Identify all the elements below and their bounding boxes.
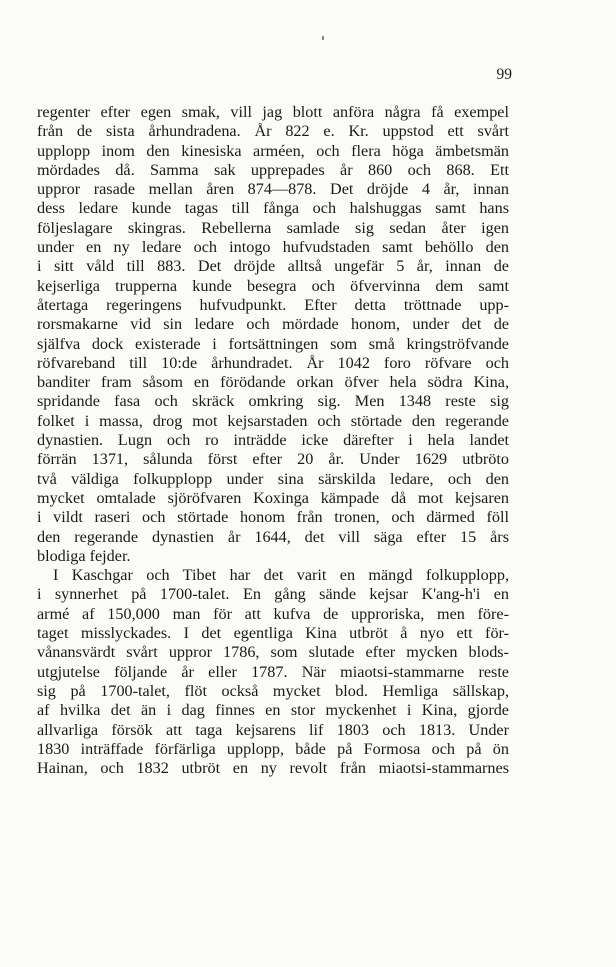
text-line: folket i massa, drog mot kejsarstaden och störtade den regerande [37,411,509,430]
text-line: af hvilka det än i dag finnes en stor myckenhet i Kina, gjorde [37,701,509,720]
text-line: allvarliga försök att taga kejsarens lif 1803 och 1813. Under [37,720,509,739]
text-line: i sitt våld till 883. Det dröjde alltså ungefär 5 år, innan de [37,257,509,276]
text-line: dynastien. Lugn och ro inträdde icke därefter i hela landet [37,431,509,450]
text-line: armé af 150,000 man för att kufva de upproriska, men före- [37,604,509,623]
text-line: två väldiga folkupplopp under sina särskilda ledare, och den [37,469,509,488]
text-line: upplopp inom den kinesiska arméen, och flera höga ämbetsmän [37,141,509,160]
text-line: vånansvärdt svårt uppror 1786, som slutade efter mycken blods- [37,643,509,662]
text-line: spridande fasa och skräck omkring sig. Men 1348 reste sig [37,392,509,411]
text-line: regenter efter egen smak, vill jag blott anföra några få exempel [37,103,509,121]
text-line: mycket omtalade sjöröfvaren Koxinga kämpade då mot kejsaren [37,488,509,507]
text-line: kejserliga trupperna kunde besegra och öfvervinna dem samt [37,276,509,295]
text-line: själfva dock existerade i fortsättningen som små kringströfvande [37,334,509,353]
text-line: rorsmakarne vid sin ledare och mördade honom, under det de [37,315,509,334]
text-line: 1830 inträffade förfärliga upplopp, både på Formosa och på ön [37,739,509,758]
text-line: I Kaschgar och Tibet har det varit en mängd folkupplopp, [53,566,509,585]
text-line: röfvareband till 10:de århundradet. År 1042 foro röfvare och [37,353,509,372]
text-line: taget misslyckades. I det egentliga Kina utbröt å nyo ett för- [37,624,509,643]
text-line: under en ny ledare och intogo hufvudstaden samt behöllo den [37,238,509,257]
text-line: återtaga regeringens hufvudpunkt. Efter detta tröttnade upp- [37,295,509,314]
text-line: förrän 1371, sålunda först efter 20 år. Under 1629 utbröto [37,450,509,469]
text-line: uppror rasade mellan åren 874—878. Det dröjde 4 år, innan [37,180,509,199]
text-line: dess ledare kunde tagas till fånga och halshuggas samt hans [37,199,509,218]
paper-speck [322,36,324,40]
text-line: följeslagare skingras. Rebellerna samlade sig sedan åter igen [37,218,509,237]
text-line: i synnerhet på 1700-talet. En gång sände kejsar K'ang-h'i en [37,585,509,604]
paragraph-2 [37,566,509,778]
text-line: från de sista århundradena. År 822 e. Kr. uppstod ett svårt [37,122,509,141]
text-line: mördades då. Samma sak upprepades år 860 och 868. Ett [37,160,509,179]
body-text [37,103,509,778]
page-number: 99 [496,66,512,83]
paragraph-1 [37,103,509,566]
text-line: den regerande dynastien år 1644, det vill säga efter 15 års [37,527,509,546]
text-line: blodiga fejder. [37,546,131,565]
text-line: utgjutelse följande år eller 1787. När miaotsi-stammarne reste [37,662,509,681]
text-line: i vildt raseri och störtade honom från tronen, och därmed föll [37,508,509,527]
text-line: Hainan, och 1832 utbröt en ny revolt från miaotsi-stammarnes [37,759,509,778]
text-line: sig på 1700-talet, flöt också mycket blod. Hemliga sällskap, [37,681,509,700]
text-line: banditer fram såsom en förödande orkan öfver hela södra Kina, [37,373,509,392]
